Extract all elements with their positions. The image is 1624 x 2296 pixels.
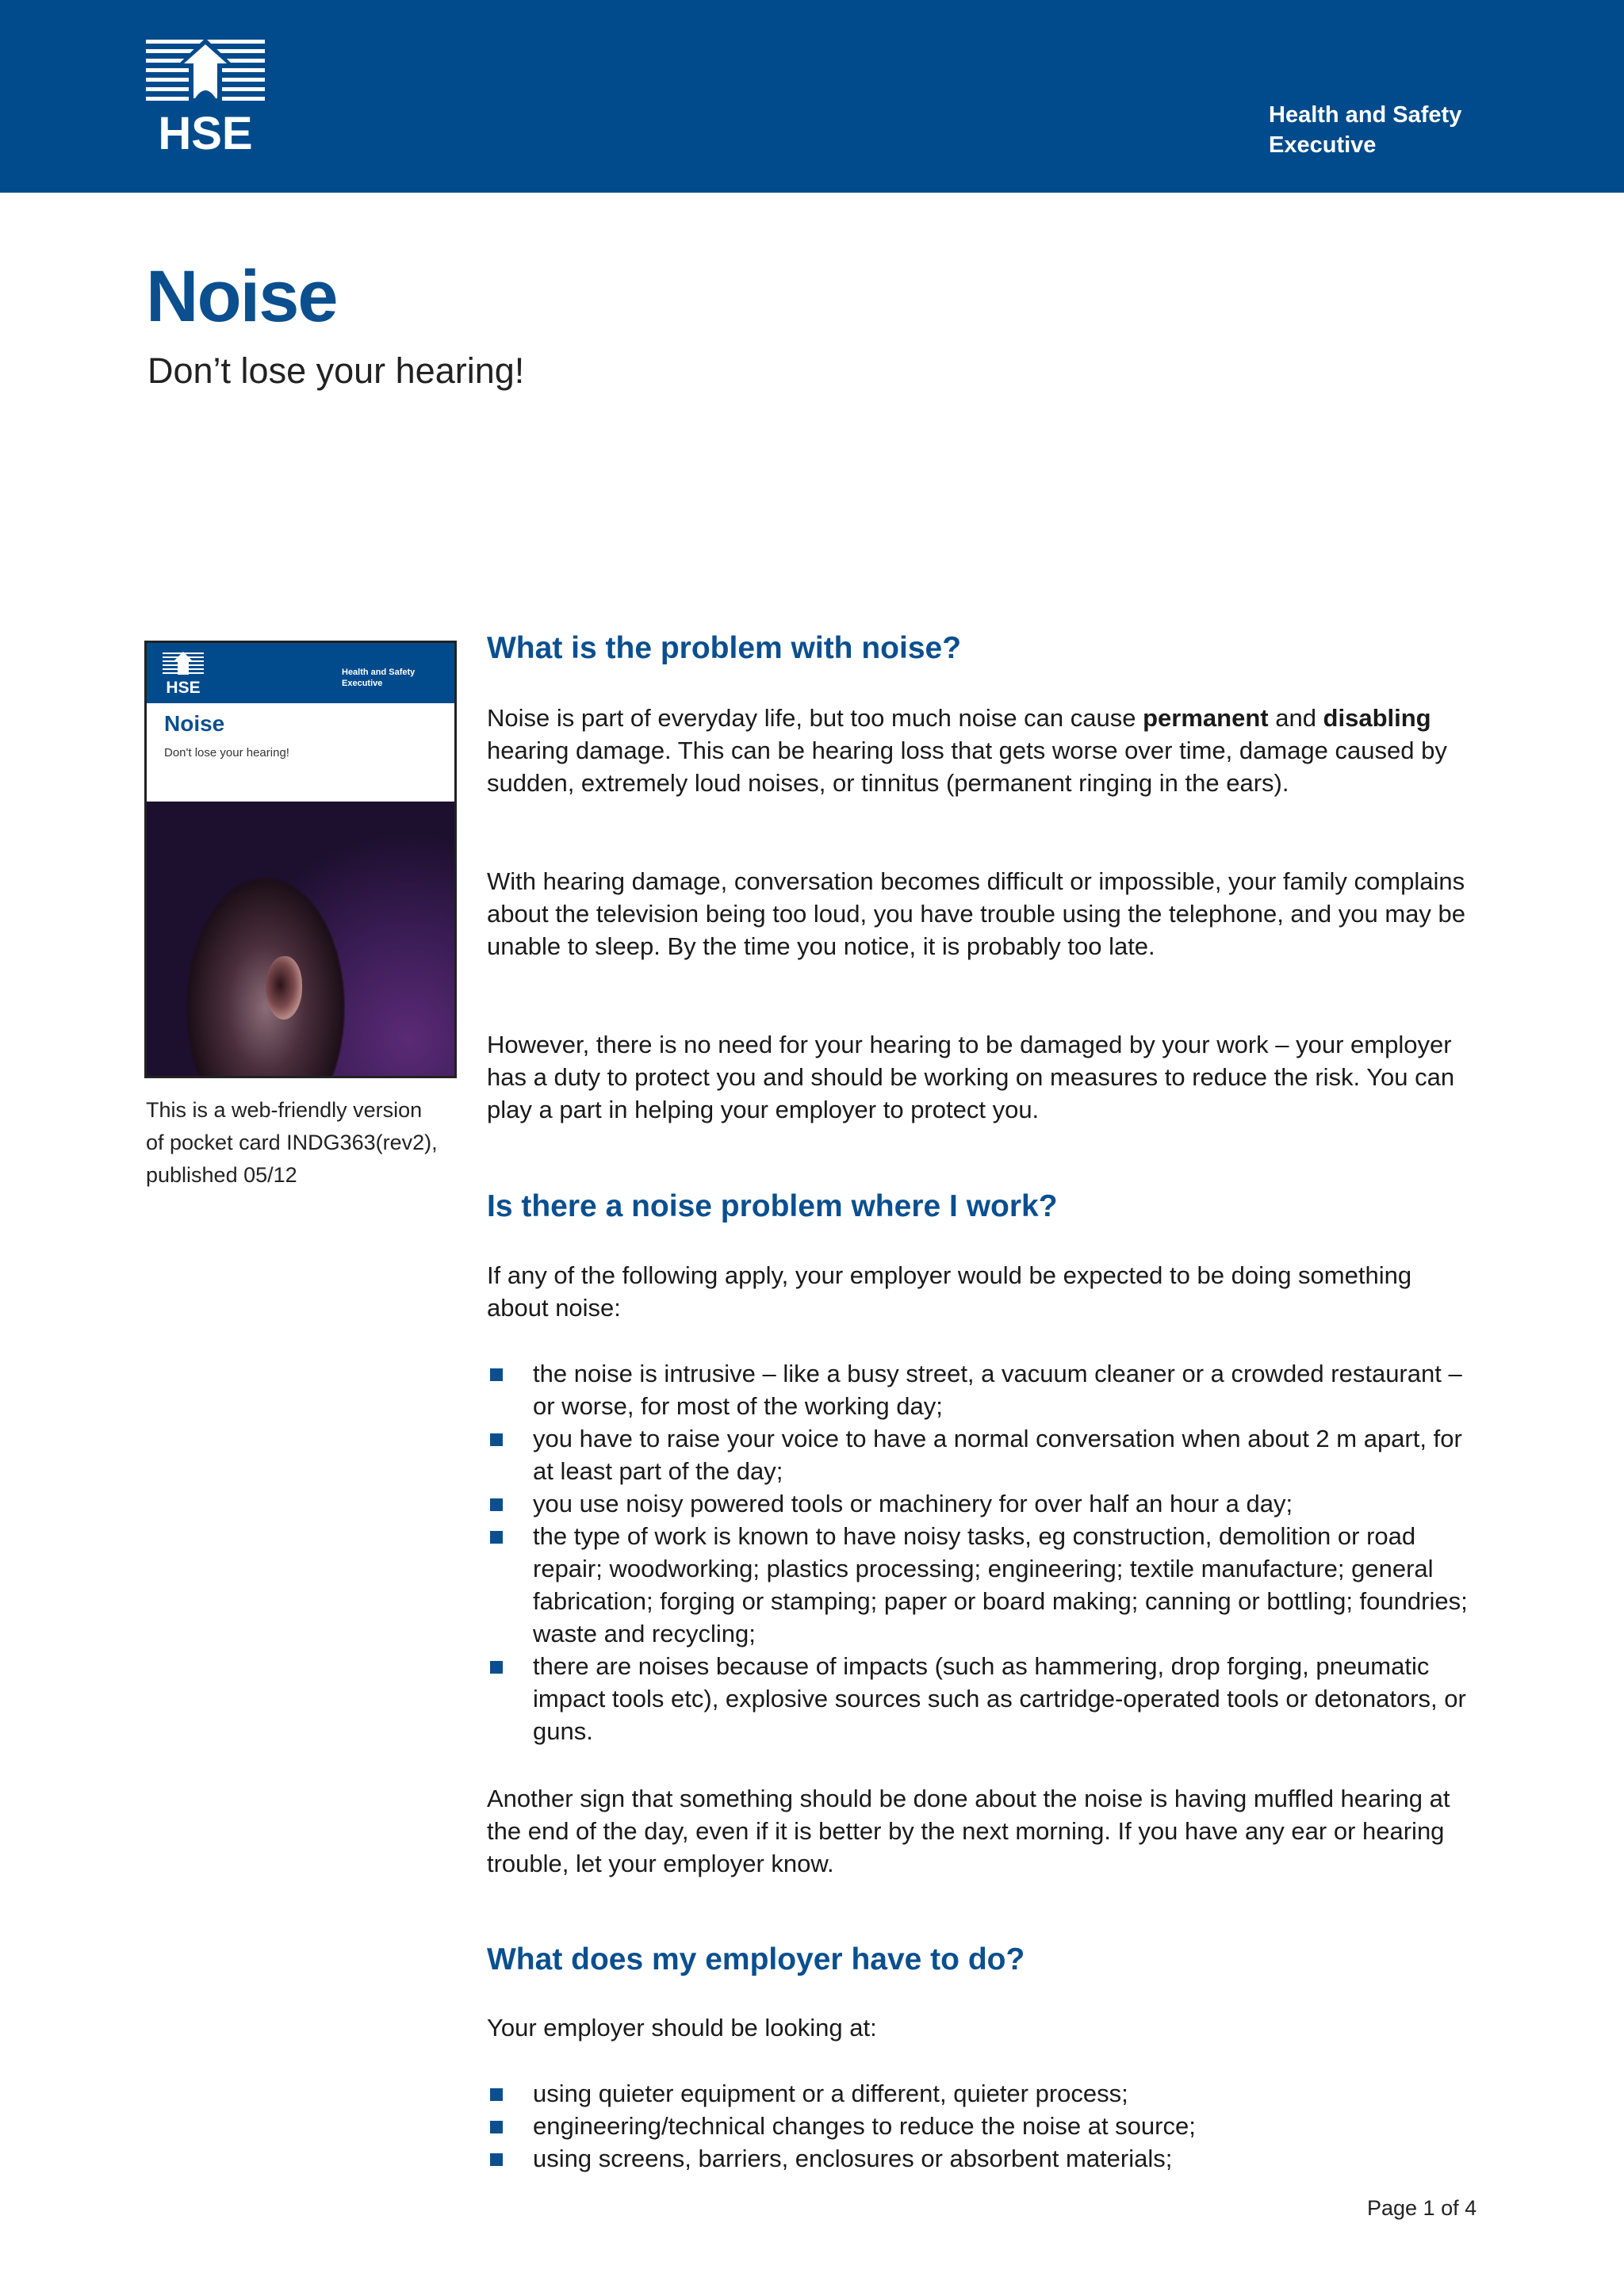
- section-heading-employer: What does my employer have to do?: [487, 1942, 1025, 1976]
- pocket-card-cover-image: [144, 641, 457, 1078]
- bullet-square-icon: [490, 2121, 503, 2133]
- list-item: [487, 1520, 1478, 1650]
- list-item-text: you have to raise your voice to have a normal conversation when about 2 m apart, for at least part of the day;: [533, 1425, 1462, 1485]
- bullet-square-icon: [490, 1531, 503, 1544]
- list-item-text: you use noisy powered tools or machinery for over half an hour a day;: [533, 1490, 1293, 1517]
- section-1-paragraph-2: With hearing damage, conversation becomes difficult or impossible, your family complains about the television being too loud, you have trouble using the telephone, and you may be unable to sleep. By the time you notice, it is probably too late.: [487, 867, 1466, 960]
- p1-bold-disabling: disabling: [1323, 704, 1431, 732]
- cover-org-line-2: Executive: [342, 679, 383, 688]
- list-item-text: using quieter equipment or a different, quieter process;: [533, 2080, 1128, 2107]
- list-item-text: using screens, barriers, enclosures or absorbent materials;: [533, 2145, 1173, 2172]
- bullet-square-icon: [490, 1368, 503, 1381]
- section-heading-problem: What is the problem with noise?: [487, 631, 962, 665]
- bullet-square-icon: [490, 1433, 503, 1446]
- list-item: [487, 1487, 1478, 1520]
- list-item-text: the type of work is known to have noisy tasks, eg construction, demolition or road repair; woodworking; plastics processing; engineering; textile manufacture; general fabrication; forging or stamping; paper or board making; canning or bottling; foundries; waste and recycling;: [533, 1522, 1468, 1647]
- bullet-square-icon: [490, 2153, 503, 2166]
- section-3-intro: Your employer should be looking at:: [487, 2014, 877, 2042]
- list-item: [487, 2077, 1478, 2110]
- noise-signs-list: [487, 1357, 1478, 1747]
- list-item: [487, 2142, 1478, 2175]
- cover-title: Noise: [164, 711, 225, 736]
- svg-text:HSE: HSE: [158, 108, 253, 155]
- p1-text-d: hearing damage. This can be hearing loss that gets worse over time, damage caused by sudden, extremely loud noises, or tinnitus (permanent ringing in the ears).: [487, 737, 1447, 797]
- cover-hse-logo: [163, 651, 204, 695]
- hse-logo: [146, 36, 265, 155]
- section-2-outro: Another sign that something should be done about the noise is having muffled hearing at the end of the day, even if it is better by the next morning. If you have any ear or hearing trouble, let your employer know.: [487, 1785, 1450, 1877]
- list-item-text: there are noises because of impacts (such as hammering, drop forging, pneumatic impact tools etc), explosive sources such as cartridge-operated tools or detonators, or guns.: [533, 1652, 1466, 1745]
- bullet-square-icon: [490, 2088, 503, 2101]
- section-2-intro: If any of the following apply, your employer would be expected to be doing something about noise:: [487, 1261, 1412, 1322]
- p1-text-a: Noise is part of everyday life, but too much noise can cause: [487, 704, 1143, 732]
- cover-subtitle: Don't lose your hearing!: [164, 746, 289, 760]
- caption-line-1: This is a web-friendly version: [146, 1098, 423, 1122]
- section-1-paragraph-3: However, there is no need for your hearing to be damaged by your work – your employer has a duty to protect you and should be working on measures to reduce the risk. You can play a part in helping your employer to protect you.: [487, 1031, 1455, 1123]
- p1-bold-permanent: permanent: [1143, 704, 1269, 732]
- section-1-paragraph-1: [487, 702, 1478, 799]
- header-banner: [0, 0, 1624, 193]
- svg-text:HSE: HSE: [166, 679, 201, 695]
- org-name-line-1: Health and Safety: [1269, 102, 1462, 128]
- list-item: [487, 1650, 1478, 1747]
- org-name: [1269, 100, 1461, 160]
- section-heading-noise-problem: Is there a noise problem where I work?: [487, 1189, 1058, 1223]
- caption-line-3: published 05/12: [146, 1163, 297, 1187]
- caption-line-2: of pocket card INDG363(rev2),: [146, 1131, 438, 1154]
- list-item-text: the noise is intrusive – like a busy street, a vacuum cleaner or a crowded restaurant – or worse, for most of the working day;: [533, 1360, 1462, 1420]
- bullet-square-icon: [490, 1661, 503, 1674]
- cover-org-name: [342, 667, 415, 689]
- employer-measures-list: [487, 2077, 1478, 2175]
- page-subtitle: Don’t lose your hearing!: [147, 350, 525, 391]
- list-item: [487, 1422, 1478, 1487]
- cover-photo-head: [147, 802, 454, 1076]
- list-item: [487, 2110, 1478, 2142]
- page-number: Page 1 of 4: [1367, 2196, 1477, 2220]
- cover-header: [147, 643, 454, 703]
- cover-photo-ear: [266, 956, 302, 1020]
- p1-text-c: and: [1268, 704, 1323, 732]
- list-item: [487, 1357, 1478, 1422]
- org-name-line-2: Executive: [1269, 132, 1377, 158]
- list-item-text: engineering/technical changes to reduce the noise at source;: [533, 2112, 1196, 2140]
- cover-org-line-1: Health and Safety: [342, 668, 416, 677]
- page-title: Noise: [146, 256, 337, 337]
- bullet-square-icon: [490, 1498, 503, 1511]
- cover-caption: [146, 1094, 463, 1192]
